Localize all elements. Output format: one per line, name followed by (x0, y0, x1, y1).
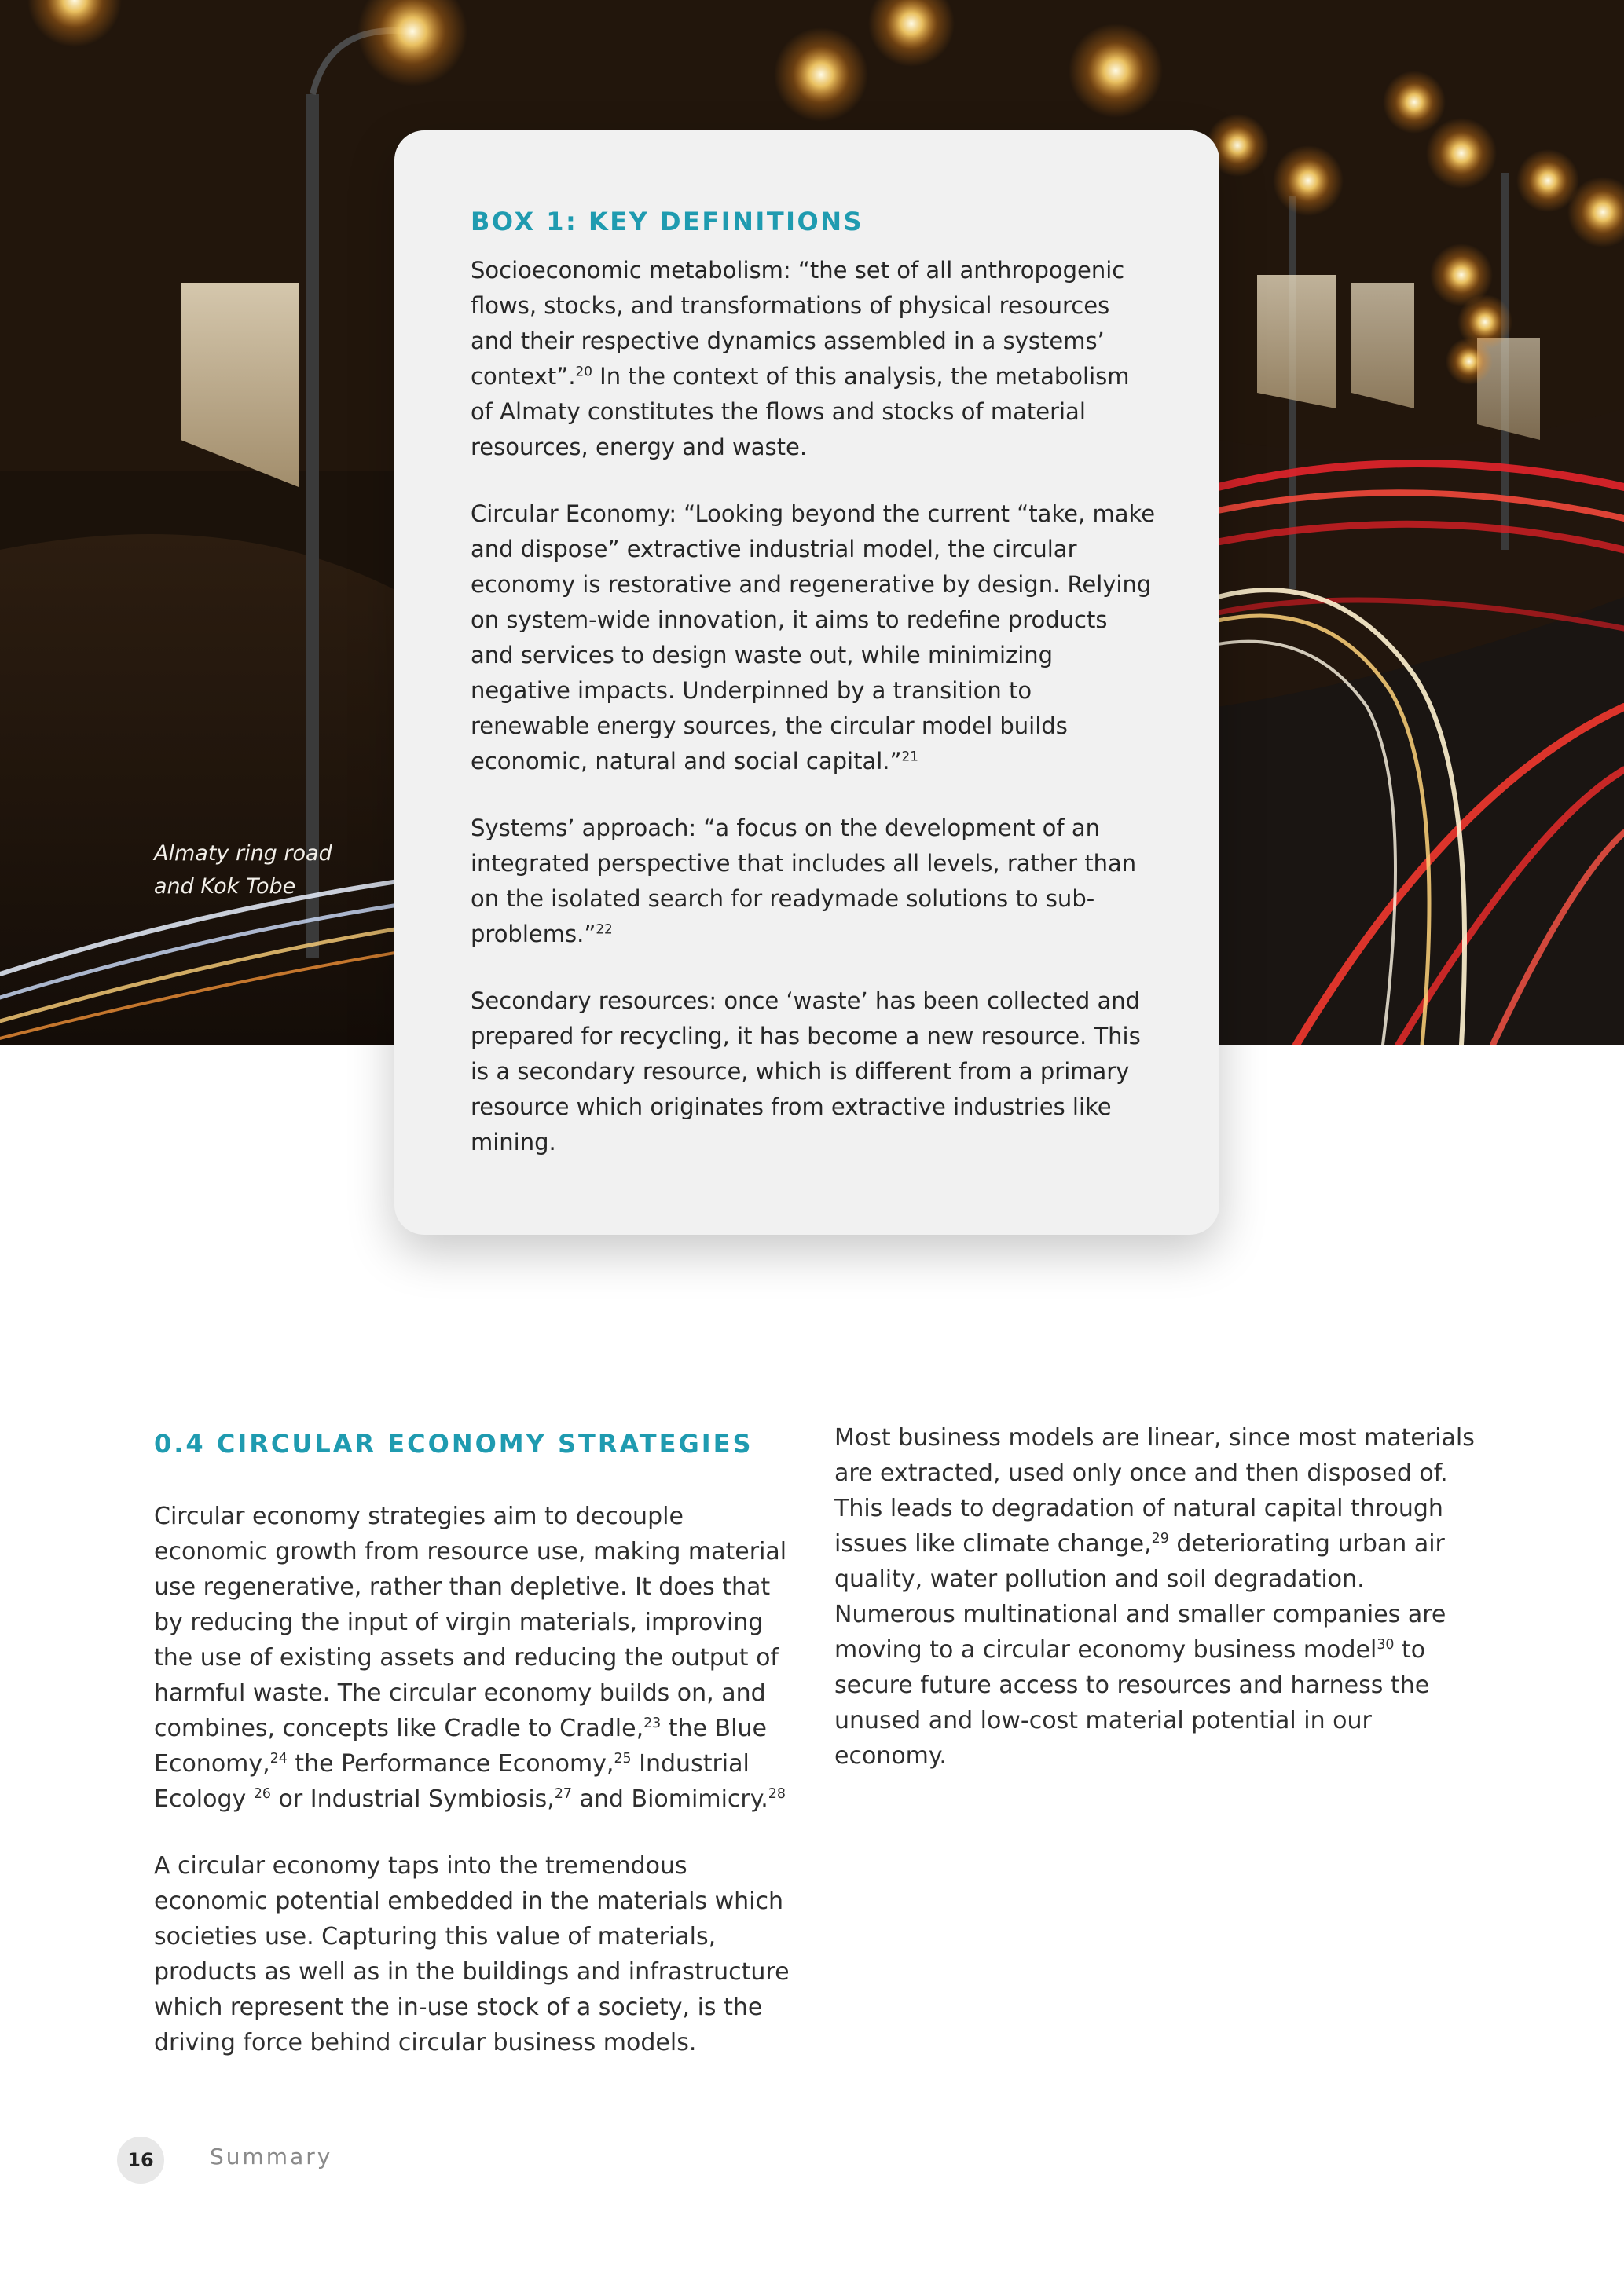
footnote-ref-23[interactable]: 23 (643, 1716, 662, 1732)
footnote-ref-22[interactable]: 22 (596, 921, 613, 937)
photo-caption (154, 837, 358, 903)
footnote-ref-29[interactable]: 29 (1151, 1531, 1169, 1547)
definition-systems-approach: Systems’ approach: “a focus on the development of an integrated perspective that includes all levels, rather than on the isolated search for readymade solutions to sub-problems.”$^{22}$ (471, 815, 1137, 947)
footer-section-label: Summary (210, 2144, 333, 2170)
definition-circular-economy: Circular Economy: “Looking beyond the current “take, make and dispose” extractive industrial model, the circular economy is restorative and regenerative by design. Relying on system-wide innovation, it aims to redefine products and services to design waste out, while minimizing negative impacts. Underpinned by a transition to renewable energy sources, the circular model builds economic, natural and social capital.”$^{21}$ (471, 500, 1156, 774)
photo-caption-line-2: and Kok Tobe (154, 874, 296, 899)
key-definitions-box (394, 130, 1219, 1235)
box-title: BOX 1: KEY DEFINITIONS (471, 207, 864, 236)
left-paragraph-1: Circular economy strategies aim to decouple economic growth from resource use, making material use regenerative, rather than depletive. It does that by reducing the input of virgin materials, improving the use of existing assets and reducing the output of harmful waste. The circular economy builds on, and combines, concepts like Cradle to Cradle,$^{23}$ the Blue Economy,$^{24}$ the Performance Economy,$^{25}$ Industrial Ecology $^{26}$ or Industrial Symbiosis,$^{27}$ and Biomimicry.$^{28}$ (154, 1503, 787, 1813)
definition-secondary-resources: Secondary resources: once ‘waste’ has been collected and prepared for recycling, it has become a new resource. This is a secondary resource, which is different from a primary resource which originates from extractive industries like mining. (471, 987, 1141, 1155)
right-column (834, 1420, 1479, 1805)
footnote-ref-21[interactable]: 21 (901, 748, 918, 764)
footnote-ref-20[interactable]: 20 (575, 363, 592, 379)
footnote-ref-28[interactable]: 28 (768, 1786, 786, 1803)
left-column (154, 1420, 790, 2092)
section-title: 0.4 CIRCULAR ECONOMY STRATEGIES (154, 1429, 753, 1459)
photo-caption-line-1: Almaty ring road (154, 841, 332, 866)
footnote-ref-27[interactable]: 27 (554, 1786, 572, 1803)
definition-socioeconomic-metabolism: Socioeconomic metabolism: “the set of all anthropogenic flows, stocks, and transformations of physical resources and their respective dynamics assembled in a systems’ context”.$^{20}$ In the context of this analysis, the metabolism of Almaty constitutes the flows and stocks of material resources, energy and waste. (471, 257, 1130, 460)
footnote-ref-24[interactable]: 24 (269, 1751, 288, 1767)
page-number: 16 (117, 2137, 164, 2184)
footnote-ref-25[interactable]: 25 (614, 1751, 632, 1767)
footnote-ref-26[interactable]: 26 (253, 1786, 271, 1803)
left-paragraph-2: A circular economy taps into the tremendous economic potential embedded in the materials which societies use. Capturing this value of materials, products as well as in the buildings and infrastructure which represent the in-use stock of a society, is the driving force behind circular business models. (154, 1852, 790, 2056)
footnote-ref-30[interactable]: 30 (1377, 1637, 1395, 1653)
right-paragraph-1: Most business models are linear, since most materials are extracted, used only once and then disposed of. This leads to degradation of natural capital through issues like climate change,$^{29}$ deteriorating urban air quality, water pollution and soil degradation. Numerous multinational and smaller companies are moving to a circular economy business model$^{30}$ to secure future access to resources and harness the unused and low-cost material potential in our economy. (834, 1424, 1475, 1770)
